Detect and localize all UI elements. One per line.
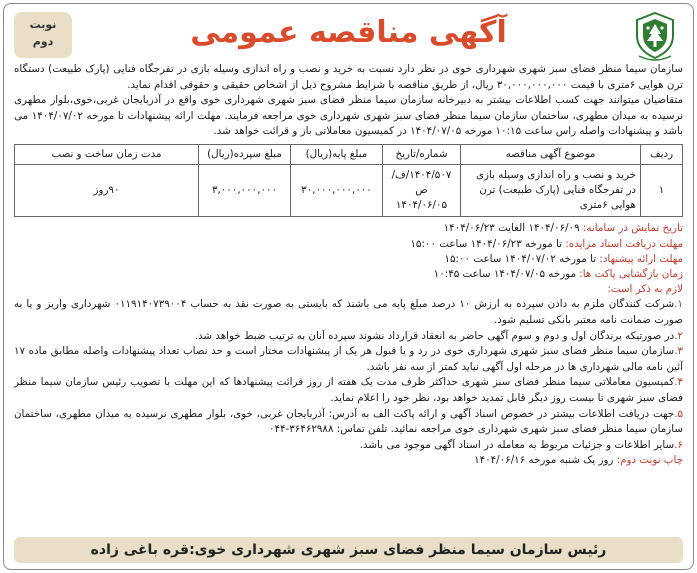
round-number: دوم (32, 35, 54, 48)
col-deposit: مبلغ سپرده(ریال) (199, 144, 291, 165)
col-subject: موضوع آگهی مناقصه (461, 144, 641, 165)
note-number: ۱. (674, 298, 683, 311)
note-number: ۶. (674, 438, 683, 451)
date-line-opening (14, 267, 683, 282)
print-value: روز یک شنبه مورخه ۱۴۰۴/۰۶/۱۶ (474, 454, 614, 467)
tender-date: ۱۴۰۴/۰۶/۰۵ (395, 199, 448, 212)
intro-paragraph: سازمان سیما منظر فضای سبز شهری شهرداری خوی در نظر دارد نسبت به خرید و نصب و راه اندازی وسیله بازی در تفرجگاه فنایی (پارک طبیعت) دستگاه ترن هوایی ۶متری با قیمت ۳۰,۰۰۰,۰۰۰,۰۰۰ ریال، از طریق مناقصه با شرایط مشروح ذیل از اشخاص حقیقی و حقوقی اقدام نماید. (14, 63, 683, 91)
table-row (15, 165, 683, 217)
notes-title: لازم به ذکر است: (607, 283, 683, 296)
table-header-row (15, 144, 683, 165)
note-number: ۴. (674, 376, 683, 389)
date-line-proposal (14, 252, 683, 267)
col-row-number: ردیف (641, 144, 683, 165)
print-label: چاپ نوبت دوم: (616, 454, 683, 467)
list-item (14, 344, 683, 375)
col-base-amount: مبلغ پایه(ریال) (291, 144, 383, 165)
cell-duration: ۹۰روز (15, 165, 199, 217)
date-value: تا مورخه ۱۴۰۴/۰۶/۲۳ ساعت ۱۵:۰۰ (410, 237, 562, 250)
date-label: مهلت ارائه پیشنهاد: (599, 252, 683, 265)
tender-number: ۱۴۰۴/۵۰۷/ف/ص (391, 169, 452, 197)
list-item (14, 375, 683, 406)
notice-title: آگهی مناقصه عمومی (190, 15, 507, 50)
cell-number-date (383, 165, 461, 217)
note-text: سازمان سیما منظر فضای سبز شهری شهرداری خوی در رد و یا قبول هر یک از پیشنهادات مختار است و حد نصاب تعداد پیشنهادات واصله مطابق ماده ۱۷ آئین نامه مالی شهرداری ها در مرحله اول آگهی نباید کمتر از سه نفر باشد. (14, 345, 683, 373)
note-text: شرکت کنندگان ملزم به دادن سپرده به ارزش ۱۰ درصد مبلغ پایه می باشند که بایستی به صورت نقد به حساب ۰۱۱۹۱۴۰۷۳۹۰۰۴ شهرداری واریز و یا به صورت ضمانت نامه معتبر بانکی تسلیم شود. (14, 298, 683, 327)
tender-table (14, 144, 683, 218)
contact-paragraph: متقاضیان میتوانند جهت کسب اطلاعات بیشتر به دبیرخانه سازمان سیما منظر فضای سبز شهری شهرداری خوی واقع در آذربایجان غربی،خوی،بلوار مطهری نرسیده به میدان مطهری، ساختمان سازمان سیما منظر فضای سبز شهری شهرداری خوی مراجعه فرمایند. مهلت ارائه پیشنهادات تا مورخه ۱۴۰۴/۰۷/۰۲ می باشد و پیشنهادات واصله راس ساعت ۱۰:۱۵ مورخه ۱۴۰۴/۰۷/۰۵ در کمیسیون معاملاتی باز و قرائت خواهد شد. (14, 94, 684, 137)
note-text: کمیسیون معاملاتی سیما منظر فضای سبز شهری حداکثر ظرف مدت یک هفته از روز قرائت پیشنهادها که این مهلت با تصویب رئیس سازمان سیما منظر فضای سبز شهری تا بیست روز دیگر قابل تمدید خواهد بود، نظر خود را اعلام نماید. (14, 376, 683, 405)
note-text: سایر اطلاعات و جزئیات مربوط به معامله در اسناد آگهی موجود می باشد. (359, 438, 675, 451)
date-line-documents (14, 237, 683, 252)
date-value: ۱۴۰۴/۰۶/۰۹ الغایت ۱۴۰۴/۰۶/۲۳ (443, 222, 580, 235)
list-item (14, 329, 683, 345)
date-value: مورخه ۱۴۰۴/۰۷/۰۵ ساعت ۱۰:۴۵ (433, 268, 576, 281)
note-text: در صورتیکه برندگان اول و دوم و سوم آگهی حاضر به انعقاد قرارداد نشوند سپرده آنان به ترتیب ضبط خواهد شد. (194, 329, 675, 342)
note-number: ۲. (674, 329, 683, 342)
notice-header (4, 8, 693, 64)
date-label: مهلت دریافت اسناد مزایده: (565, 237, 683, 250)
col-number-date: شماره/تاریخ (383, 144, 461, 165)
cell-row-number: ۱ (641, 165, 683, 217)
dates-block (14, 221, 683, 282)
municipality-tree-logo-icon (627, 10, 683, 64)
round-badge (14, 12, 72, 58)
round-label: نوبت (29, 18, 57, 31)
list-item (14, 407, 683, 438)
list-item (14, 438, 683, 454)
note-number: ۳. (674, 345, 683, 358)
note-number: ۵. (674, 407, 683, 420)
date-value: تا مورخه ۱۴۰۴/۰۷/۰۲ ساعت ۱۵:۰۰ (444, 252, 597, 265)
date-line-display (14, 221, 683, 236)
cell-base-amount: ۳۰,۰۰۰,۰۰۰,۰۰۰ (291, 165, 383, 217)
date-label: تاریخ نمایش در سامانه: (582, 222, 683, 235)
list-item (14, 297, 683, 328)
col-duration: مدت زمان ساخت و نصب (15, 144, 199, 165)
date-label: زمان بازگشایی پاکت ها: (579, 268, 683, 281)
cell-deposit: ۳,۰۰۰,۰۰۰,۰۰۰ (199, 165, 291, 217)
print-date-line (14, 453, 683, 468)
note-text: جهت دریافت اطلاعات بیشتر در خصوص اسناد آگهی و ارائه پاکت الف به آدرس: آذربایجان غربی، خوی، بلوار مطهری نرسیده به میدان مطهری، ساختمان سازمان سیما منظر فضای سبز شهری شهرداری خوی مراجعه نمائید. تلفن تماس: ۳۶۴۶۲۹۸۸-۰۴۴ (14, 407, 683, 436)
notes-list (14, 297, 683, 453)
cell-subject: خرید و نصب و راه اندازی وسیله بازی در تفرجگاه فنایی (پارک طبیعت) ترن هوایی ۶متری (461, 165, 641, 217)
tender-notice (3, 3, 694, 570)
signature-footer: رئیس سازمان سیما منظر فضای سبز شهری شهرداری خوی:قره باغی زاده (14, 537, 683, 563)
notice-body (14, 62, 683, 469)
